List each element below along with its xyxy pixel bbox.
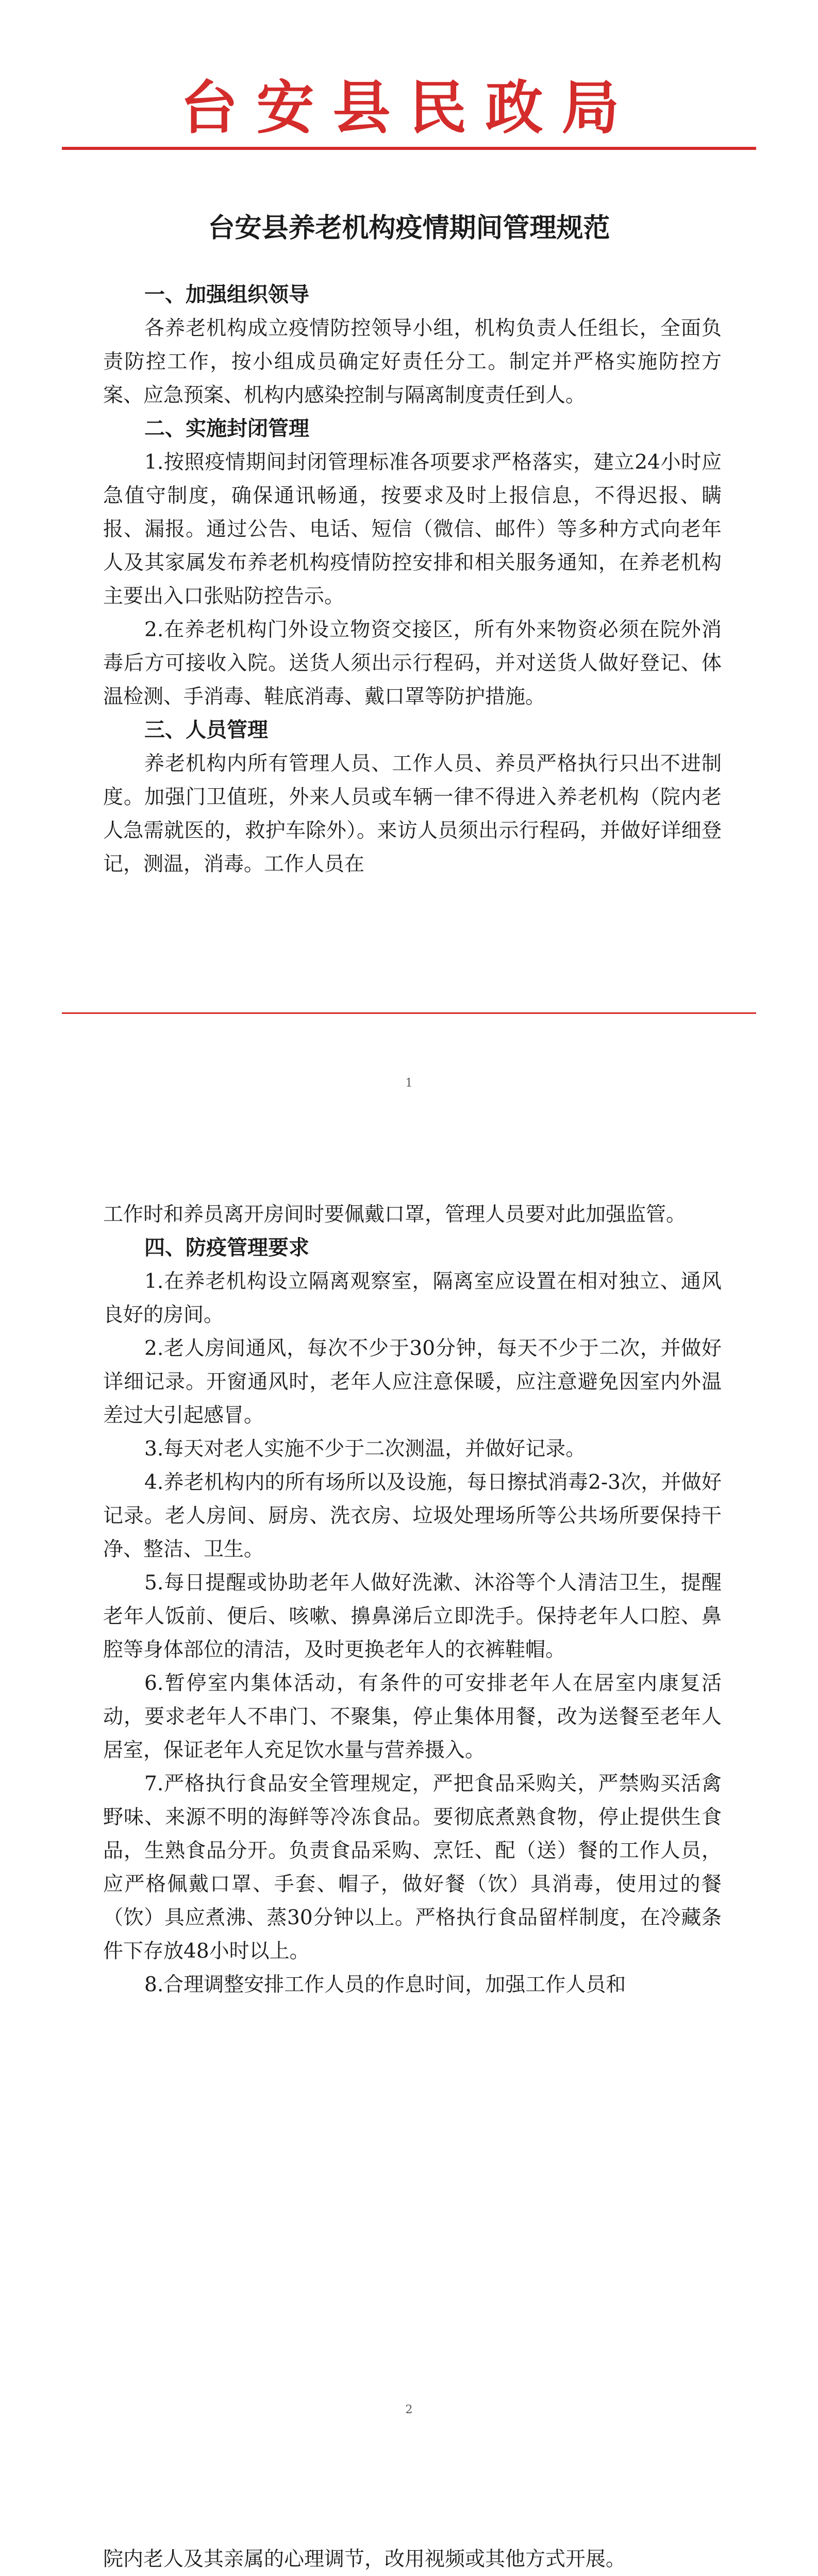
section-heading: 一、加强组织领导 xyxy=(144,283,309,307)
paragraph: 6.暂停室内集体活动，有条件的可安排老年人在居室内康复活动，要求老年人不串门、不聚集，停止集体用餐，改为送餐至老年人居室，保证老年人充足饮水量与营养摄入。 xyxy=(103,1672,722,1762)
document-page-3 xyxy=(0,2455,818,2576)
page-2-content xyxy=(103,1198,722,2002)
paragraph: 1.在养老机构设立隔离观察室，隔离室应设置在相对独立、通风良好的房间。 xyxy=(103,1270,722,1327)
paragraph: 7.严格执行食品安全管理规定，严把食品采购关，严禁购买活禽野味、来源不明的海鲜等冷冻食品。要彻底煮熟食物，停止提供生食品，生熟食品分开。负责食品采购、烹饪、配（送）餐的工作人员，应严格佩戴口罩、手套、帽子，做好餐（饮）具消毒，使用过的餐（饮）具应煮沸、蒸30分钟以上。严格执行食品留样制度，在冷藏条件下存放48小时以上。 xyxy=(103,1772,722,1963)
page-number: 1 xyxy=(405,1077,413,1090)
paragraph: 2.老人房间通风，每次不少于30分钟，每天不少于二次，并做好详细记录。开窗通风时，老年人应注意保暖，应注意避免因室内外温差过大引起感冒。 xyxy=(103,1337,722,1427)
paragraph: 3.每天对老人实施不少于二次测温，并做好记录。 xyxy=(144,1437,586,1461)
section-heading: 三、人员管理 xyxy=(144,718,268,742)
section-heading: 四、防疫管理要求 xyxy=(144,1236,309,1260)
paragraph: 养老机构内所有管理人员、工作人员、养员严格执行只出不进制度。加强门卫值班，外来人员或车辆一律不得进入养老机构（院内老人急需就医的，救护车除外）。来访人员须出示行程码，并做好详细登记，测温，消毒。工作人员在 xyxy=(103,752,722,876)
document-title: 台安县养老机构疫情期间管理规范 xyxy=(208,213,610,244)
document-page-1 xyxy=(0,0,818,1115)
paragraph: 各养老机构成立疫情防控领导小组，机构负责人任组长，全面负责防控工作，按小组成员确定好责任分工。制定并严格实施防控方案、应急预案、机构内感染控制与隔离制度责任到人。 xyxy=(103,317,722,407)
paragraph-continued: 院内老人及其亲属的心理调节，改用视频或其他方式开展。 xyxy=(103,2548,626,2571)
page-3-content xyxy=(103,2543,722,2576)
section-heading: 二、实施封闭管理 xyxy=(144,417,309,440)
document-page-2 xyxy=(0,1115,818,2455)
letterhead-red-rule xyxy=(62,147,756,150)
letterhead-org-name: 台安县民政局 xyxy=(180,74,638,142)
paragraph: 4.养老机构内的所有场所以及设施，每日擦拭消毒2-3次，并做好记录。老人房间、厨房、洗衣房、垃圾处理场所等公共场所要保持干净、整洁、卫生。 xyxy=(103,1471,722,1561)
paragraph: 2.在养老机构门外设立物资交接区，所有外来物资必须在院外消毒后方可接收入院。送货人须出示行程码，并对送货人做好登记、体温检测、手消毒、鞋底消毒、戴口罩等防护措施。 xyxy=(103,618,722,708)
page-number: 2 xyxy=(405,2403,413,2416)
paragraph-continued: 工作时和养员离开房间时要佩戴口罩，管理人员要对此加强监管。 xyxy=(103,1203,687,1226)
paragraph: 5.每日提醒或协助老年人做好洗漱、沐浴等个人清洁卫生，提醒老年人饭前、便后、咳嗽、擤鼻涕后立即洗手。保持老年人口腔、鼻腔等身体部位的清洁，及时更换老年人的衣裤鞋帽。 xyxy=(103,1571,722,1662)
paragraph: 8.合理调整安排工作人员的作息时间，加强工作人员和 xyxy=(144,1973,626,1996)
paragraph: 1.按照疫情期间封闭管理标准各项要求严格落实，建立24小时应急值守制度，确保通讯畅通，按要求及时上报信息，不得迟报、瞒报、漏报。通过公告、电话、短信（微信、邮件）等多种方式向老年人及其家属发布养老机构疫情防控安排和相关服务通知，在养老机构主要出入口张贴防控告示。 xyxy=(103,451,722,608)
footer-red-rule xyxy=(62,1012,756,1014)
page-1-content xyxy=(103,278,722,881)
